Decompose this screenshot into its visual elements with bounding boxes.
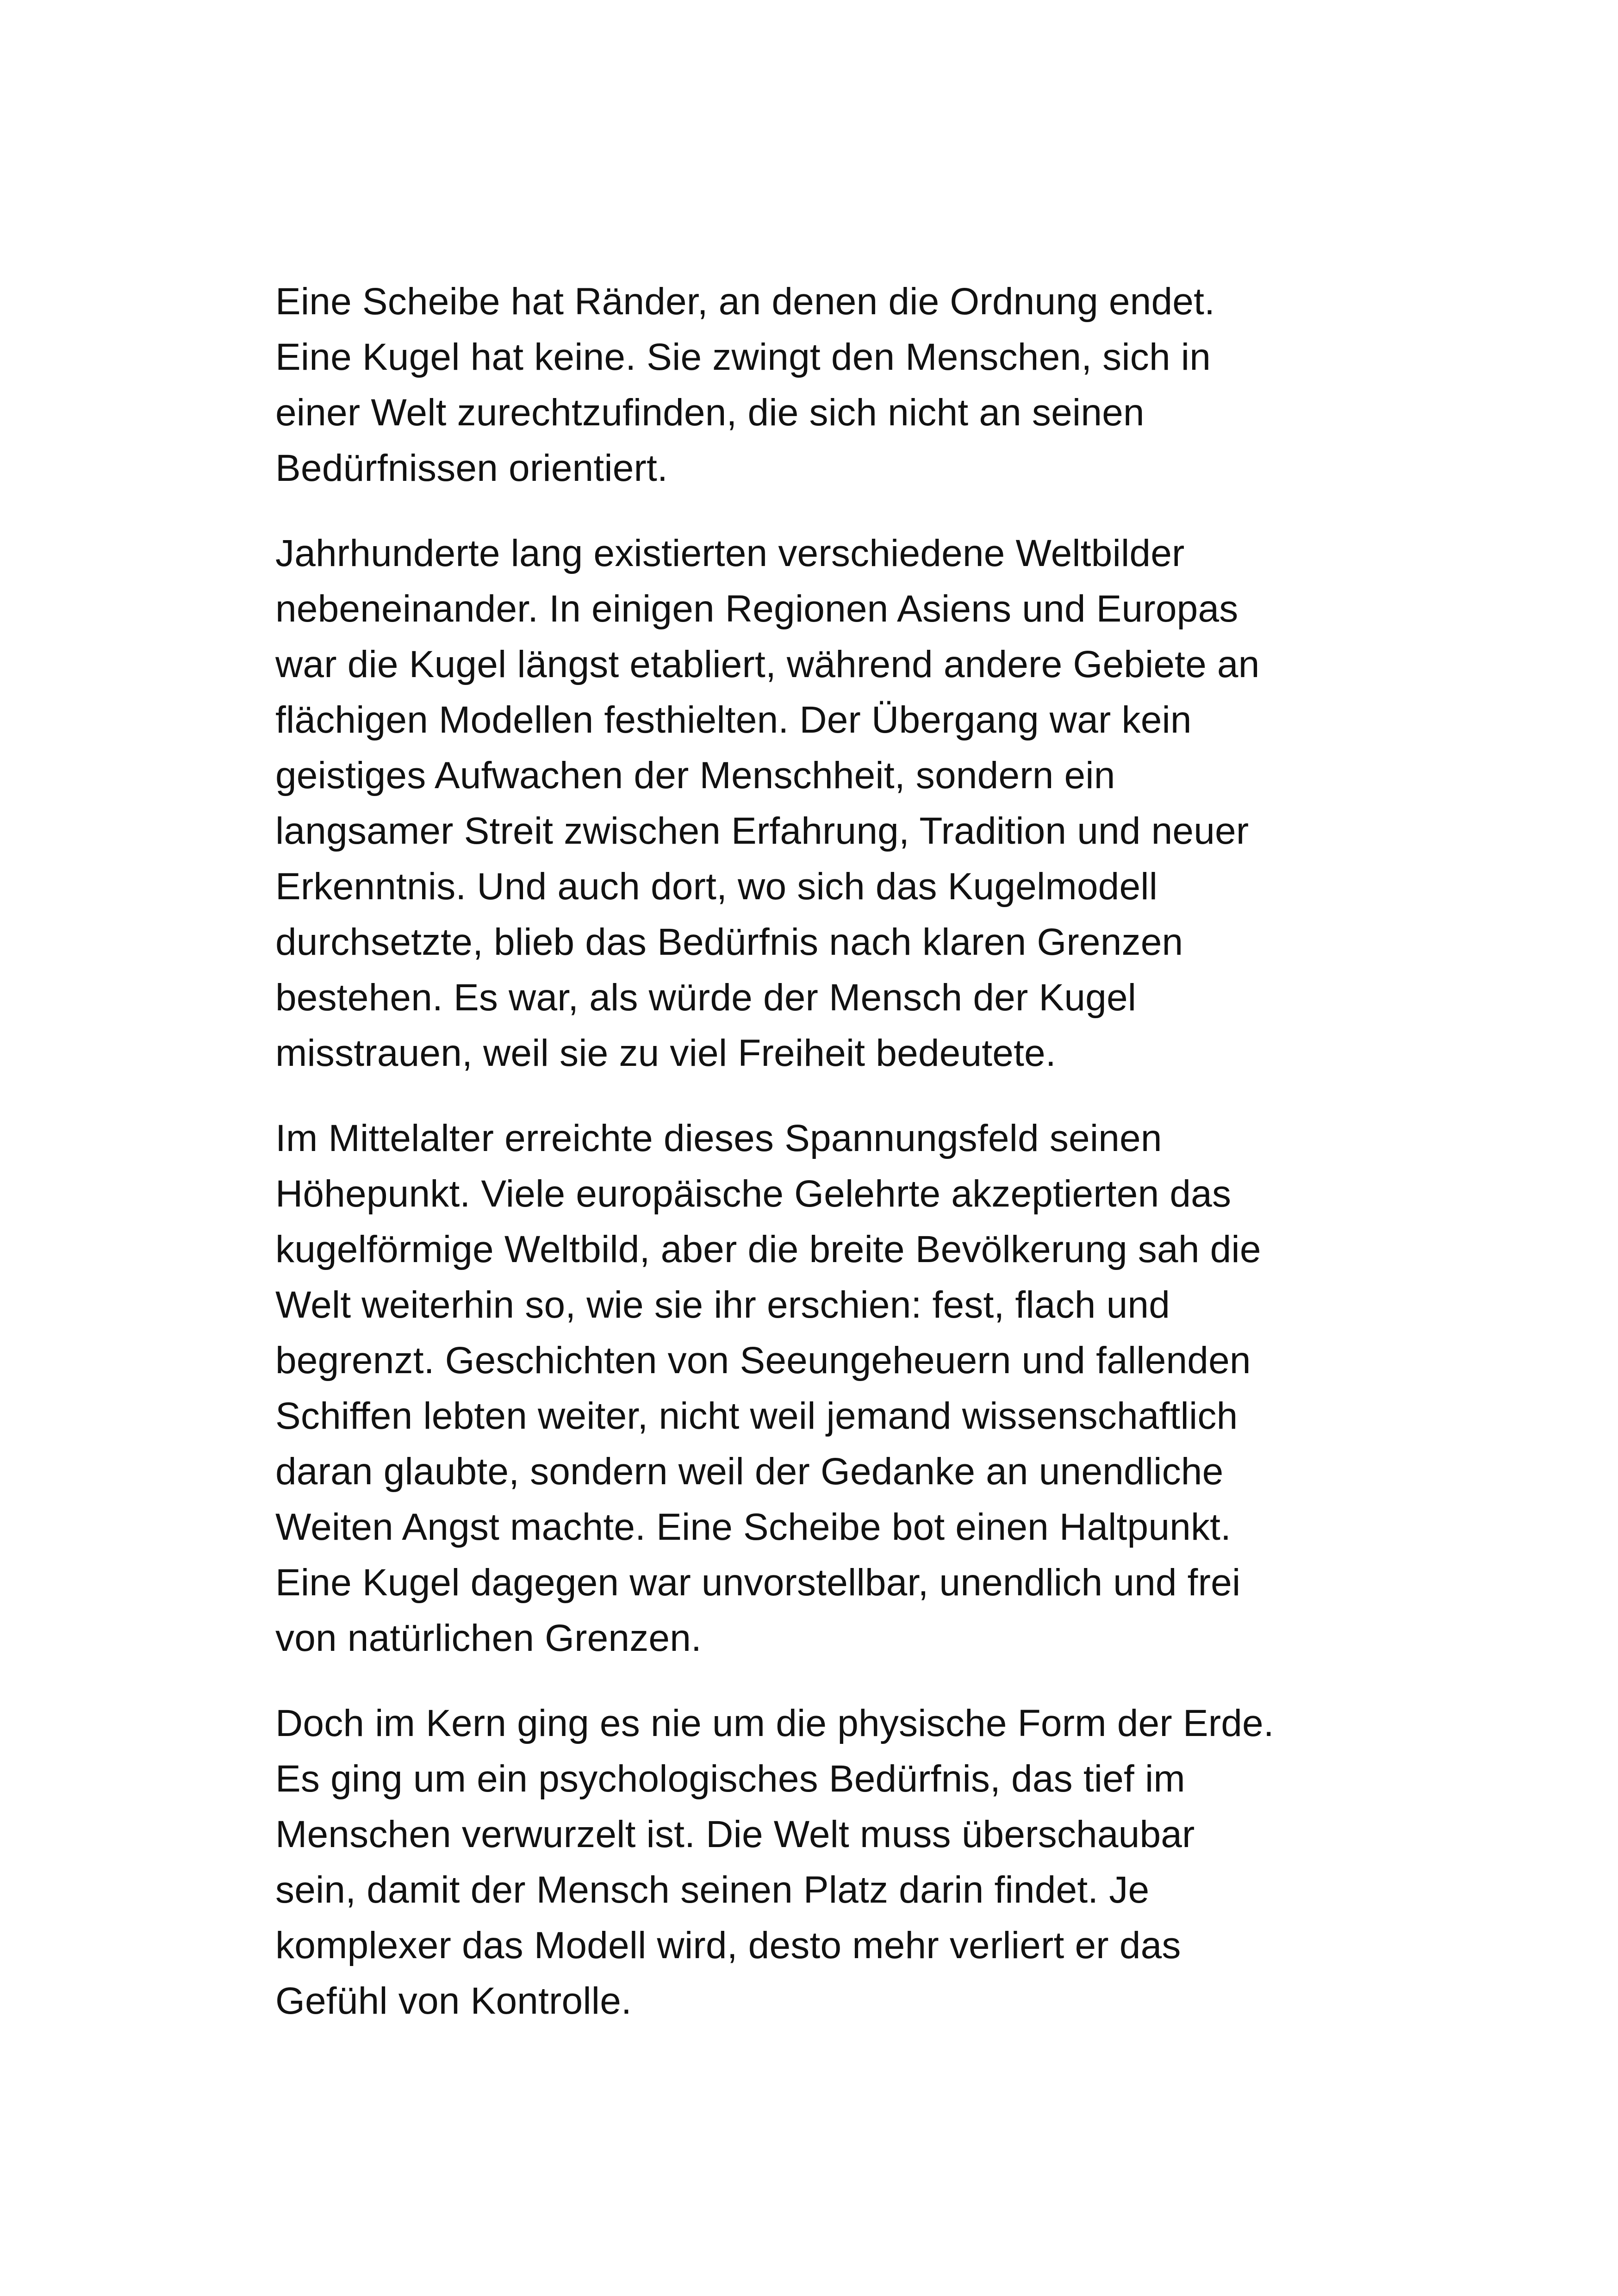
paragraph-4 (275, 1696, 1358, 2029)
text-line: geistiges Aufwachen der Menschheit, sondern ein (275, 754, 1115, 796)
text-line: Erkenntnis. Und auch dort, wo sich das Kugelmodell (275, 865, 1158, 908)
text-line: bestehen. Es war, als würde der Mensch der Kugel (275, 977, 1137, 1019)
text-line: flächigen Modellen festhielten. Der Übergang war kein (275, 699, 1192, 741)
text-line: kugelförmige Weltbild, aber die breite Bevölkerung sah die (275, 1228, 1261, 1270)
paragraph-1 (275, 274, 1358, 496)
text-line: Weiten Angst machte. Eine Scheibe bot einen Haltpunkt. (275, 1506, 1232, 1548)
text-line: Im Mittelalter erreichte dieses Spannungsfeld seinen (275, 1117, 1162, 1159)
text-line: Doch im Kern ging es nie um die physische Form der Erde. (275, 1702, 1274, 1744)
text-line: komplexer das Modell wird, desto mehr verliert er das (275, 1924, 1181, 1966)
text-line: einer Welt zurechtzufinden, die sich nicht an seinen (275, 392, 1145, 434)
paragraph-2 (275, 526, 1358, 1081)
text-line: Schiffen lebten weiter, nicht weil jemand wissenschaftlich (275, 1395, 1238, 1437)
text-line: daran glaubte, sondern weil der Gedanke an unendliche (275, 1450, 1224, 1493)
text-line: Gefühl von Kontrolle. (275, 1980, 632, 2022)
text-line: war die Kugel längst etabliert, während andere Gebiete an (275, 643, 1260, 685)
text-line: Eine Kugel hat keine. Sie zwingt den Menschen, sich in (275, 336, 1211, 378)
body-text (275, 274, 1358, 2059)
text-line: Es ging um ein psychologisches Bedürfnis, das tief im (275, 1758, 1185, 1800)
text-line: Welt weiterhin so, wie sie ihr erschien: fest, flach und (275, 1284, 1170, 1326)
text-line: nebeneinander. In einigen Regionen Asiens und Europas (275, 588, 1238, 630)
text-line: von natürlichen Grenzen. (275, 1617, 702, 1659)
text-line: Bedürfnissen orientiert. (275, 447, 668, 489)
text-line: Höhepunkt. Viele europäische Gelehrte akzeptierten das (275, 1173, 1232, 1215)
text-line: misstrauen, weil sie zu viel Freiheit bedeutete. (275, 1032, 1056, 1074)
text-line: Menschen verwurzelt ist. Die Welt muss überschaubar (275, 1813, 1195, 1855)
paragraph-3 (275, 1111, 1358, 1666)
text-line: durchsetzte, blieb das Bedürfnis nach klaren Grenzen (275, 921, 1183, 963)
text-line: Eine Kugel dagegen war unvorstellbar, unendlich und frei (275, 1562, 1241, 1604)
text-line: langsamer Streit zwischen Erfahrung, Tradition und neuer (275, 810, 1249, 852)
text-line: Eine Scheibe hat Ränder, an denen die Ordnung endet. (275, 280, 1215, 323)
text-line: Jahrhunderte lang existierten verschiedene Weltbilder (275, 532, 1185, 574)
text-line: sein, damit der Mensch seinen Platz darin findet. Je (275, 1869, 1150, 1911)
text-line: begrenzt. Geschichten von Seeungeheuern und fallenden (275, 1339, 1251, 1381)
